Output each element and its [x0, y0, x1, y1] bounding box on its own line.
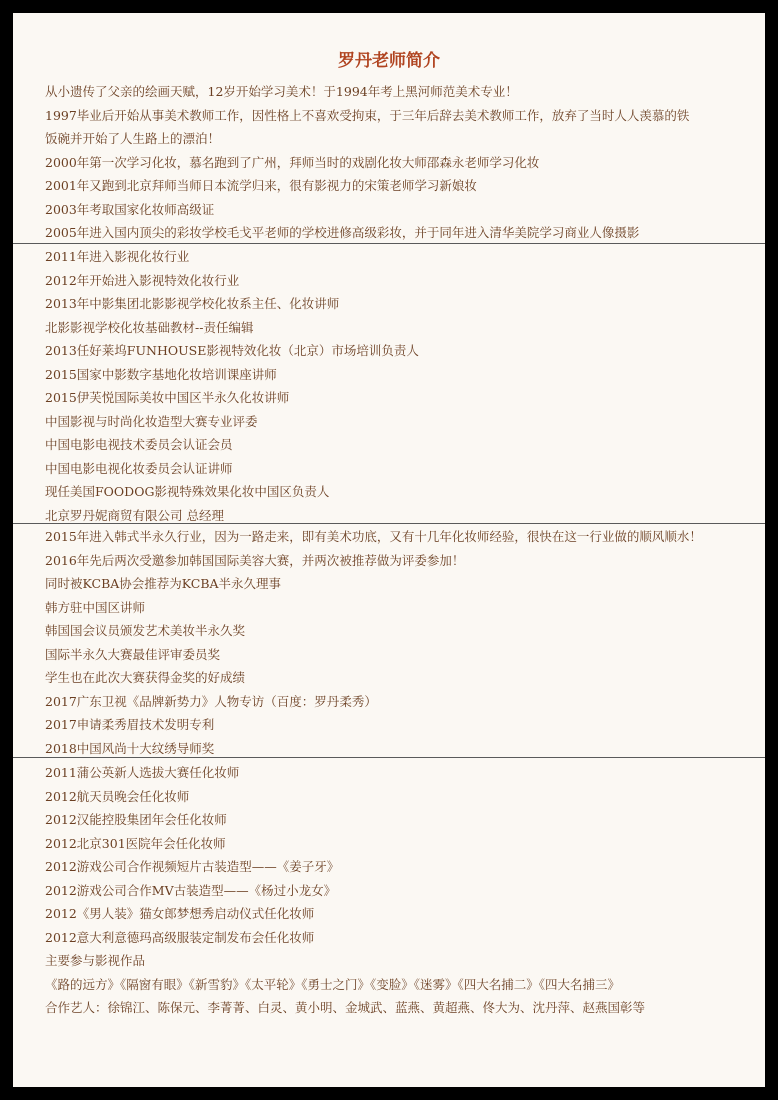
section-divider: [13, 757, 765, 758]
text-line: 学生也在此次大赛获得金奖的好成绩: [45, 670, 246, 685]
page-title: 罗丹老师简介: [338, 51, 440, 71]
text-line: 2012航天员晚会任化妆师: [45, 788, 190, 804]
section-projects: [45, 761, 765, 1020]
text-line: 2015国家中影数字基地化妆培训课座讲师: [45, 366, 277, 382]
text-line: 饭碗并开始了人生路上的漂泊！: [45, 131, 221, 146]
text-line: 韩国国会议员颁发艺术美妆半永久奖: [45, 623, 246, 638]
text-line: 合作艺人：徐锦江、陈保元、李菁菁、白灵、黄小明、金城武、蓝燕、黄超燕、佟大为、沈丹萍、赵燕国彰等: [45, 1000, 646, 1015]
text-line: 同时被KCBA协会推荐为KCBA半永久理事: [45, 576, 282, 591]
text-line: 主要参与影视作品: [45, 953, 146, 968]
text-line: 北京罗丹妮商贸有限公司 总经理: [45, 507, 224, 523]
text-line: 现任美国FOODOG影视特殊效果化妆中国区负责人: [45, 484, 330, 499]
text-line: 2018中国风尚十大纹绣导师奖: [45, 740, 215, 756]
text-line: 2013年中影集团北影影视学校化妆系主任、化妆讲师: [45, 296, 340, 311]
text-line: 2012游戏公司合作MV古装造型——《杨过小龙女》: [45, 882, 337, 898]
text-line: 2012汉能控股集团年会任化妆师: [45, 812, 227, 827]
text-line: 2012年开始进入影视特效化妆行业: [45, 272, 240, 288]
section-early-career: [45, 80, 765, 245]
text-line: 韩方驻中国区讲师: [45, 599, 146, 615]
text-line: 国际半永久大赛最佳评审委员奖: [45, 646, 221, 662]
text-line: 2013任好莱坞FUNHOUSE影视特效化妆（北京）市场培训负责人: [45, 343, 419, 358]
text-line: 2003年考取国家化妆师高级证: [45, 201, 215, 217]
text-line: 2001年又跑到北京拜师当师日本流学归来，很有影视力的宋策老师学习新娘妆: [45, 178, 477, 193]
text-line: 《路的远方》《隔窗有眼》《新雪豹》《太平轮》《勇士之门》《变脸》《迷雾》《四大名捕二》《四大名捕三》: [45, 976, 621, 992]
text-line: 2017广东卫视《品牌新势力》人物专访（百度：罗丹柔秀）: [45, 693, 377, 709]
text-line: 2015伊芙悦国际美妆中国区半永久化妆讲师: [45, 390, 290, 405]
text-line: 中国电影电视技术委员会认证会员: [45, 437, 233, 452]
text-line: 北影影视学校化妆基础教材--责任编辑: [45, 319, 254, 335]
text-line: 2012意大利意德玛高级服装定制发布会任化妆师: [45, 929, 315, 945]
text-line: 1997毕业后开始从事美术教师工作，因性格上不喜欢受拘束，于三年后辞去美术教师工作，放弃了当时人人羡慕的铁: [45, 107, 690, 123]
text-line: 2012游戏公司合作视频短片古装造型——《姜子牙》: [45, 859, 340, 874]
text-line: 中国影视与时尚化妆造型大赛专业评委: [45, 413, 258, 429]
section-semi-permanent: [45, 525, 765, 760]
section-divider: [13, 243, 765, 244]
text-line: 从小遗传了父亲的绘画天赋，12岁开始学习美术！于1994年考上黑河师范美术专业！: [45, 84, 518, 99]
text-line: 2000年第一次学习化妆，慕名跑到了广州，拜师当时的戏剧化妆大师邵森永老师学习化妆: [45, 154, 540, 170]
text-line: 2016年先后两次受邀参加韩国国际美容大赛，并两次被推荐做为评委参加！: [45, 552, 465, 568]
text-line: 中国电影电视化妆委员会认证讲师: [45, 460, 233, 476]
profile-page: [13, 13, 765, 1087]
text-line: 2005年进入国内顶尖的彩妆学校毛戈平老师的学校进修高级彩妆，并于同年进入清华美院学习商业人像摄影: [45, 225, 640, 240]
section-film-makeup: [45, 245, 765, 527]
section-divider: [13, 523, 765, 524]
text-line: 2012北京301医院年会任化妆师: [45, 835, 226, 851]
text-line: 2012《男人装》猫女郎梦想秀启动仪式任化妆师: [45, 906, 315, 921]
text-line: 2017申请柔秀眉技术发明专利: [45, 717, 215, 732]
text-line: 2011年进入影视化妆行业: [45, 249, 190, 264]
text-line: 2015年进入韩式半永久行业，因为一路走来，即有美术功底，又有十几年化妆师经验，很快在这一行业做的顺风顺水！: [45, 529, 702, 544]
text-line: 2011蒲公英新人选拔大赛任化妆师: [45, 765, 240, 780]
